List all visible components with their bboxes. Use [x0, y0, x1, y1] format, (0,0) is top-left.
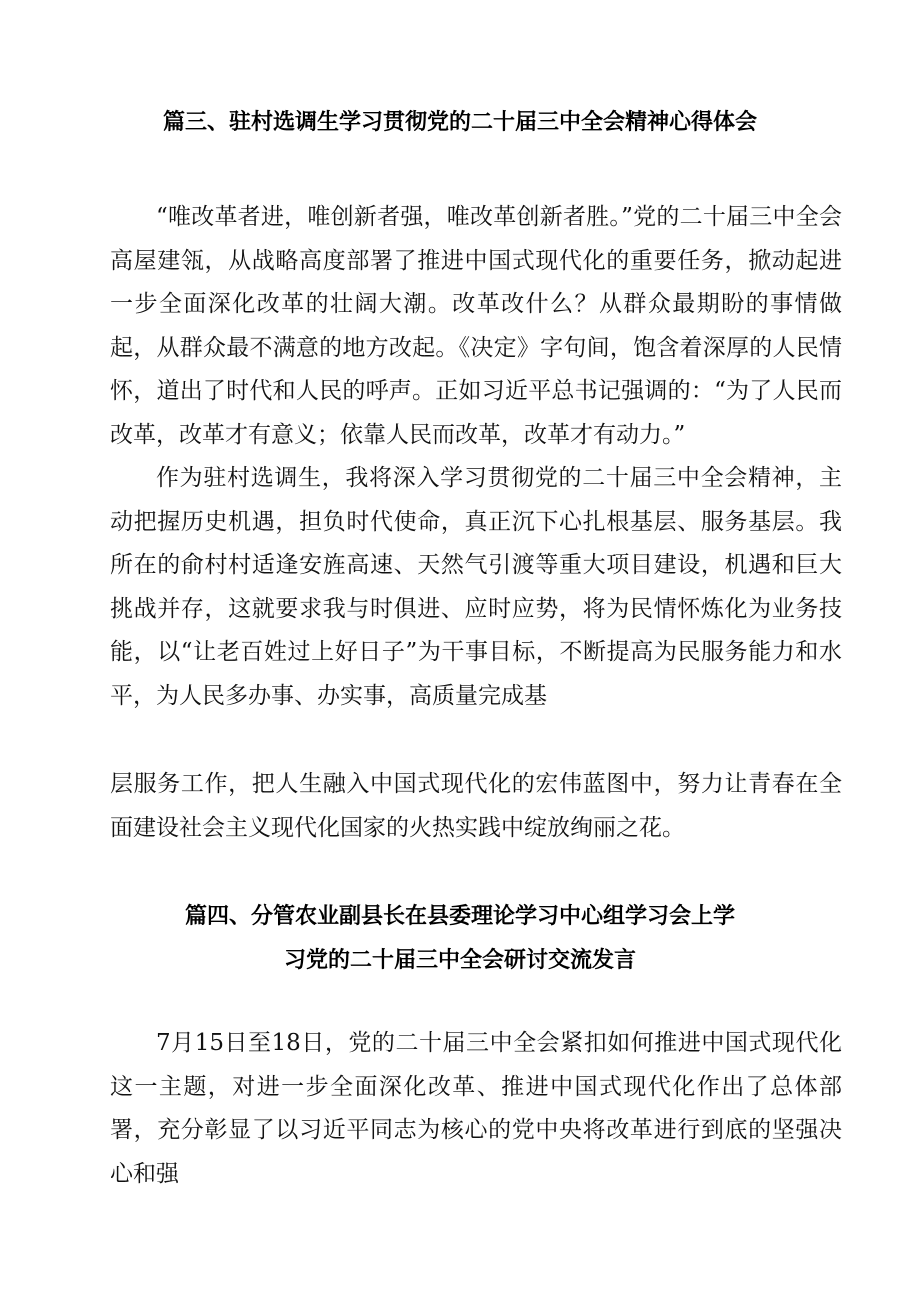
paragraph-reform-quote: “唯改革者进，唯创新者强，唯改革创新者胜。”党的二十届三中全会高屋建瓴，从战略高度部署了推进中国式现代化的重要任务，掀动起进一步全面深化改革的壮阔大潮。改革改什么？从群众最期盼的事情做起，从群众最不满意的地方改起。《决定》字句间，饱含着深厚的人民情怀，道出了时代和人民的呼声。正如习近平总书记强调的：“为了人民而改革，改革才有意义；依靠人民而改革，改革才有动力。” — [110, 204, 842, 448]
section-heading-4-line-2: 习党的二十届三中全会研讨交流发言 — [283, 948, 636, 973]
section-heading-4-line-1: 篇四、分管农业副县长在县委理论学习中心组学习会上学 — [184, 904, 735, 929]
paragraph-continuation: 层服务工作，把人生融入中国式现代化的宏伟蓝图中，努力让青春在全面建设社会主义现代化国家的火热实践中绽放绚丽之花。 — [110, 771, 842, 841]
section-heading-4 — [100, 895, 820, 983]
paragraph-village-official: 作为驻村选调生，我将深入学习贯彻党的二十届三中全会精神，主动把握历史机遇，担负时代使命，真正沉下心扎根基层、服务基层。我所在的俞村村适逢安旌高速、天然气引渡等重大项目建设，机遇和巨大挑战并存，这就要求我与时俱进、应时应势，将为民情怀炼化为业务技能，以“让老百姓过上好日子”为干事目标，不断提高为民服务能力和水平，为人民多办事、办实事，高质量完成基 — [110, 465, 842, 709]
section-heading-3: 篇三、驻村选调生学习贯彻党的二十届三中全会精神心得体会 — [162, 110, 757, 135]
paragraph-plenum-dates: 7月15日至18日，党的二十届三中全会紧扣如何推进中国式现代化这一主题，对进一步全面深化改革、推进中国式现代化作出了总体部署，充分彰显了以习近平同志为核心的党中央将改革进行到底的坚强决心和强 — [110, 1030, 842, 1187]
